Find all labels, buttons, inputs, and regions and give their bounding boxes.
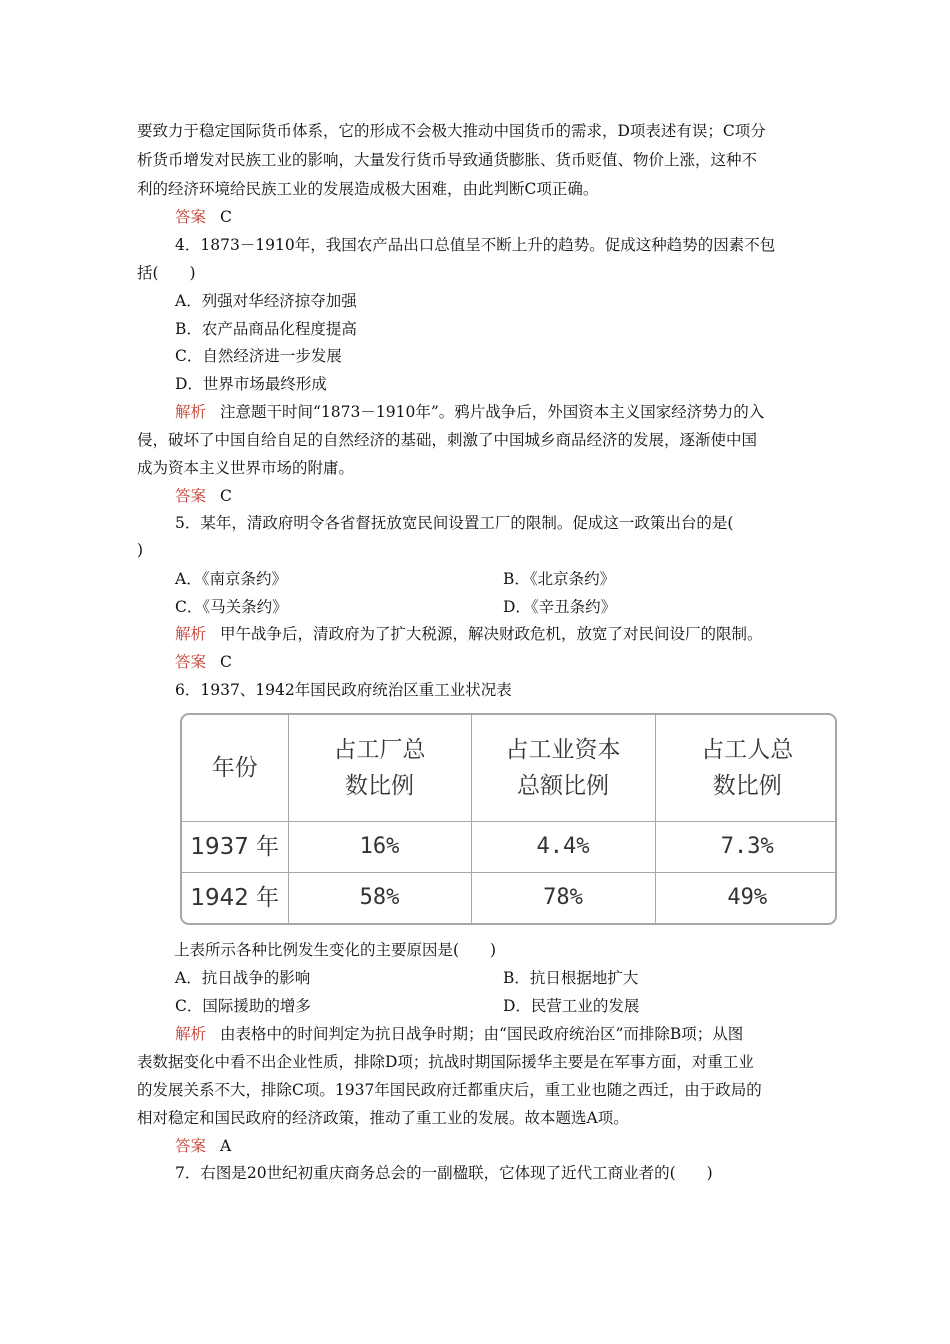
table-cell-year: 1937 年 — [182, 821, 288, 872]
q5-stem: 5．某年，清政府明令各省督抚放宽民间设置工厂的限制。促成这一政策出台的是( — [175, 514, 734, 532]
table-header-cell: 占工人总 数比例 — [655, 715, 837, 821]
q6-analysis: 解析 由表格中的时间判定为抗日战争时期；由“国民政府统治区”而排除B项；从图 — [175, 1025, 744, 1043]
industry-table — [180, 713, 837, 925]
answer-label: 答案 — [175, 208, 207, 226]
q6-option-d: D．民营工业的发展 — [503, 997, 640, 1015]
q4-option-d: D．世界市场最终形成 — [175, 375, 327, 393]
table-cell-year: 1942 年 — [182, 872, 288, 923]
analysis-label: 解析 — [175, 403, 207, 421]
q5-stem-cont: ) — [137, 541, 144, 559]
q6-option-a: A．抗日战争的影响 — [175, 969, 311, 987]
table-row — [182, 821, 837, 872]
q4-analysis-line: 侵，破坏了中国自给自足的自然经济的基础，刺激了中国城乡商品经济的发展，逐渐使中国 — [137, 431, 758, 449]
q5-answer — [175, 648, 855, 676]
table-cell: 16% — [288, 821, 471, 872]
q6-answer — [175, 1132, 855, 1160]
q6-analysis-line: 的发展关系不大，排除C项。1937年国民政府迁都重庆后，重工业也随之西迁，由于政局的 — [137, 1081, 762, 1099]
table-header-row — [182, 715, 837, 821]
analysis-label: 解析 — [175, 1025, 207, 1043]
answer-value: C — [220, 653, 232, 671]
q6-option-c: C．国际援助的增多 — [175, 997, 311, 1015]
q6-title: 6．1937、1942年国民政府统治区重工业状况表 — [175, 681, 512, 699]
intro-line: 利的经济环境给民族工业的发展造成极大困难，由此判断C项正确。 — [137, 180, 599, 198]
q4-answer — [175, 482, 855, 510]
q5-option-c: C．《马关条约》 — [175, 598, 288, 616]
q5-options-row — [175, 593, 855, 621]
q4-stem: 4．1873－1910年，我国农产品出口总值呈不断上升的趋势。促成这种趋势的因素不包 — [175, 236, 776, 254]
answer-label: 答案 — [175, 487, 207, 505]
q6-stem: 上表所示各种比例发生变化的主要原因是( ) — [174, 941, 497, 959]
q4-option-c: C．自然经济进一步发展 — [175, 347, 342, 365]
table-header-cell: 年份 — [182, 715, 288, 821]
q4-analysis-line: 成为资本主义世界市场的附庸。 — [137, 459, 355, 477]
q3-answer — [175, 203, 855, 231]
q7-stem: 7．右图是20世纪初重庆商务总会的一副楹联，它体现了近代工商业者的( ) — [175, 1164, 713, 1182]
table-header-cell: 占工厂总 数比例 — [288, 715, 471, 821]
intro-line: 要致力于稳定国际货币体系，它的形成不会极大推动中国货币的需求，D项表述有误；C项分 — [137, 122, 766, 140]
q5-option-a: A．《南京条约》 — [175, 570, 287, 588]
answer-label: 答案 — [175, 1137, 207, 1155]
q5-option-d: D．《辛丑条约》 — [503, 598, 617, 616]
analysis-label: 解析 — [175, 625, 207, 643]
answer-value: C — [220, 208, 232, 226]
table-cell: 58% — [288, 872, 471, 923]
q6-options-row — [175, 964, 855, 992]
answer-value: A — [220, 1137, 232, 1155]
q5-options-row — [175, 565, 855, 593]
table-cell: 7.3% — [655, 821, 837, 872]
q5-analysis: 解析 甲午战争后，清政府为了扩大税源，解决财政危机，放宽了对民间设厂的限制。 — [175, 625, 763, 643]
answer-label: 答案 — [175, 653, 207, 671]
q6-analysis-line: 相对稳定和国民政府的经济政策，推动了重工业的发展。故本题选A项。 — [137, 1109, 629, 1127]
table-cell: 4.4% — [471, 821, 655, 872]
table-cell: 78% — [471, 872, 655, 923]
q5-option-b: B．《北京条约》 — [503, 570, 616, 588]
q4-option-a: A．列强对华经济掠夺加强 — [175, 292, 357, 310]
q6-option-b: B．抗日根据地扩大 — [503, 969, 639, 987]
q6-options-row — [175, 992, 855, 1020]
intro-line: 析货币增发对民族工业的影响，大量发行货币导致通货膨胀、货币贬值、物价上涨，这种不 — [137, 151, 758, 169]
q4-option-b: B．农产品商品化程度提高 — [175, 320, 357, 338]
q6-analysis-line: 表数据变化中看不出企业性质，排除D项；抗战时期国际援华主要是在军事方面，对重工业 — [137, 1053, 754, 1071]
table-cell: 49% — [655, 872, 837, 923]
q4-analysis: 解析 注意题干时间“1873－1910年”。鸦片战争后，外国资本主义国家经济势力的入 — [175, 403, 765, 421]
q4-stem-cont: 括( ) — [137, 264, 196, 282]
table-header-cell: 占工业资本 总额比例 — [471, 715, 655, 821]
table-row — [182, 872, 837, 923]
answer-value: C — [220, 487, 232, 505]
